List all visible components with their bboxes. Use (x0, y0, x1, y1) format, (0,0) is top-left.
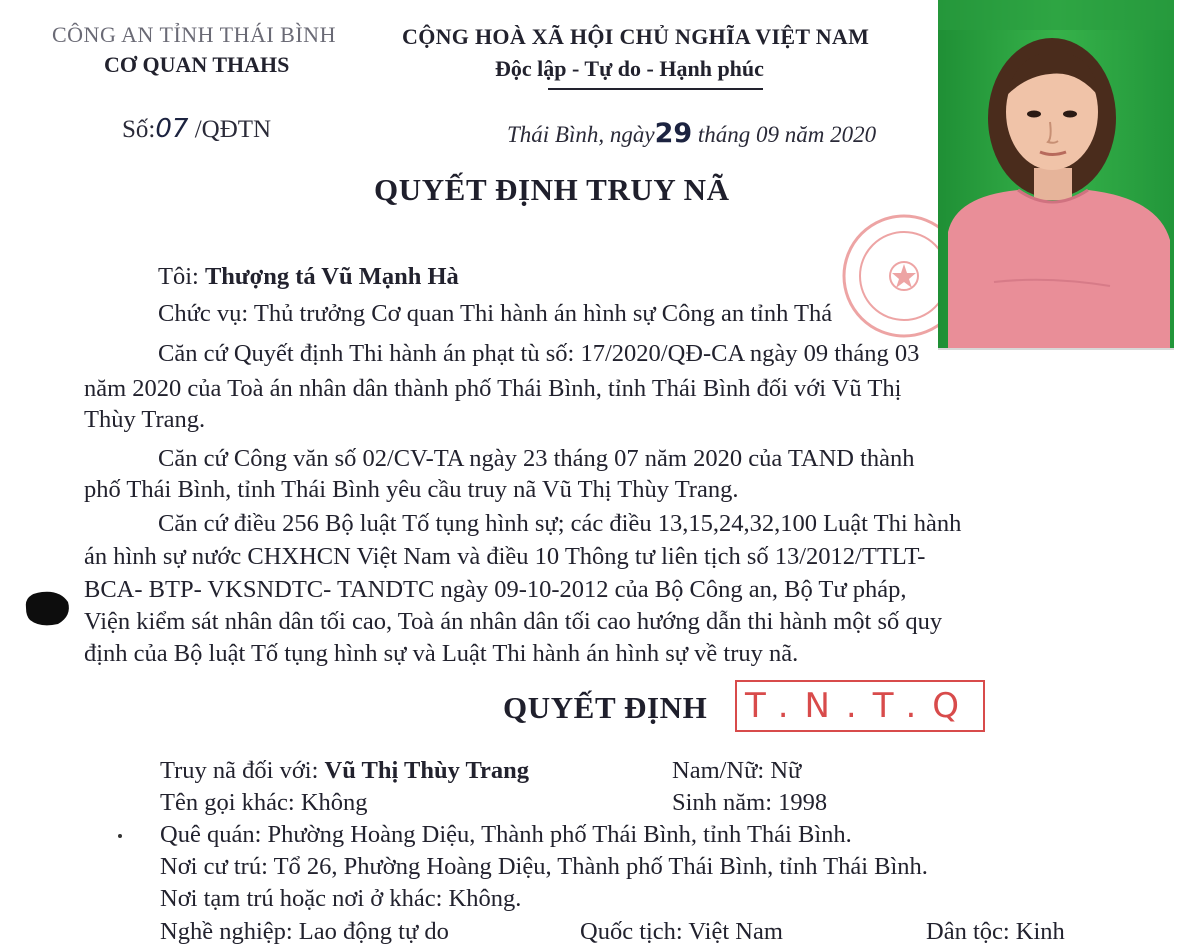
wanted-name: Vũ Thị Thùy Trang (324, 757, 530, 784)
national-title: CỘNG HOÀ XÃ HỘI CHỦ NGHĨA VIỆT NAM (402, 24, 870, 49)
basis-3-line-4: Viện kiểm sát nhân dân tối cao, Toà án nhân dân tối cao hướng dẫn thi hành một số quy (84, 608, 943, 635)
birth-year: Sinh năm: 1998 (672, 789, 828, 816)
document-number (122, 114, 271, 144)
document-number-handwritten: 07 (155, 114, 189, 144)
residence: Nơi cư trú: Tổ 26, Phường Hoàng Diệu, Thành phố Thái Bình, tỉnh Thái Bình. (160, 853, 928, 880)
basis-3-line-1: Căn cứ điều 256 Bộ luật Tố tụng hình sự; các điều 13,15,24,32,100 Luật Thi hành (158, 510, 962, 537)
basis-1-line-3: Thùy Trang. (84, 406, 206, 433)
basis-2-line-2: phố Thái Bình, tỉnh Thái Bình yêu cầu truy nã Vũ Thị Thùy Trang. (84, 476, 739, 503)
basis-1-line-2: năm 2020 của Toà án nhân dân thành phố Thái Bình, tỉnh Thái Bình đối với Vũ Thị (84, 375, 902, 402)
ink-blot (20, 588, 72, 628)
date-day-handwritten: 29 (654, 118, 693, 149)
gender: Nam/Nữ: Nữ (672, 757, 802, 784)
place-date-prefix: Thái Bình, ngày (507, 122, 655, 147)
wanted-person-photo (938, 0, 1174, 350)
document-number-suffix: /QĐTN (194, 116, 272, 143)
national-motto: Độc lập - Tự do - Hạnh phúc (495, 56, 764, 81)
ethnicity: Dân tộc: Kinh (926, 918, 1065, 945)
alias: Tên gọi khác: Không (160, 789, 368, 816)
basis-3-line-5: định của Bộ luật Tố tụng hình sự và Luật Thi hành án hình sự về truy nã. (84, 640, 799, 667)
issuer-line (158, 261, 459, 293)
nationality: Quốc tịch: Việt Nam (580, 918, 783, 945)
decision-title: QUYẾT ĐỊNH (503, 690, 708, 725)
issuer-position: Chức vụ: Thủ trưởng Cơ quan Thi hành án hình sự Công an tỉnh Thá (158, 300, 833, 327)
agency-department: CƠ QUAN THAHS (104, 52, 290, 77)
issuer-name: Thượng tá Vũ Mạnh Hà (204, 263, 459, 290)
paper-speck (118, 834, 122, 838)
temporary-residence: Nơi tạm trú hoặc nơi ở khác: Không. (160, 885, 522, 912)
issuer-label: Tôi: (158, 263, 205, 290)
document-title: QUYẾT ĐỊNH TRUY NÃ (374, 172, 730, 207)
agency-name: CÔNG AN TỈNH THÁI BÌNH (52, 22, 336, 47)
document-number-prefix: Số: (122, 116, 156, 143)
wanted-label: Truy nã đối với: (160, 757, 325, 784)
occupation: Nghề nghiệp: Lao động tự do (160, 918, 449, 945)
hometown: Quê quán: Phường Hoàng Diệu, Thành phố Thái Bình, tỉnh Thái Bình. (160, 821, 852, 848)
place-date-suffix: tháng 09 năm 2020 (697, 122, 877, 147)
place-date (507, 118, 876, 149)
motto-underline (548, 88, 763, 90)
wanted-subject-line (160, 755, 529, 787)
basis-3-line-2: án hình sự nước CHXHCN Việt Nam và điều 10 Thông tư liên tịch số 13/2012/TTLT- (84, 543, 926, 570)
basis-2-line-1: Căn cứ Công văn số 02/CV-TA ngày 23 tháng 07 năm 2020 của TAND thành (158, 445, 915, 472)
wanted-stamp: T.N.T.Q (735, 680, 985, 732)
basis-1-line-1: Căn cứ Quyết định Thi hành án phạt tù số: 17/2020/QĐ-CA ngày 09 tháng 03 (158, 340, 920, 367)
basis-3-line-3: BCA- BTP- VKSNDTC- TANDTC ngày 09-10-2012 của Bộ Công an, Bộ Tư pháp, (84, 576, 907, 603)
